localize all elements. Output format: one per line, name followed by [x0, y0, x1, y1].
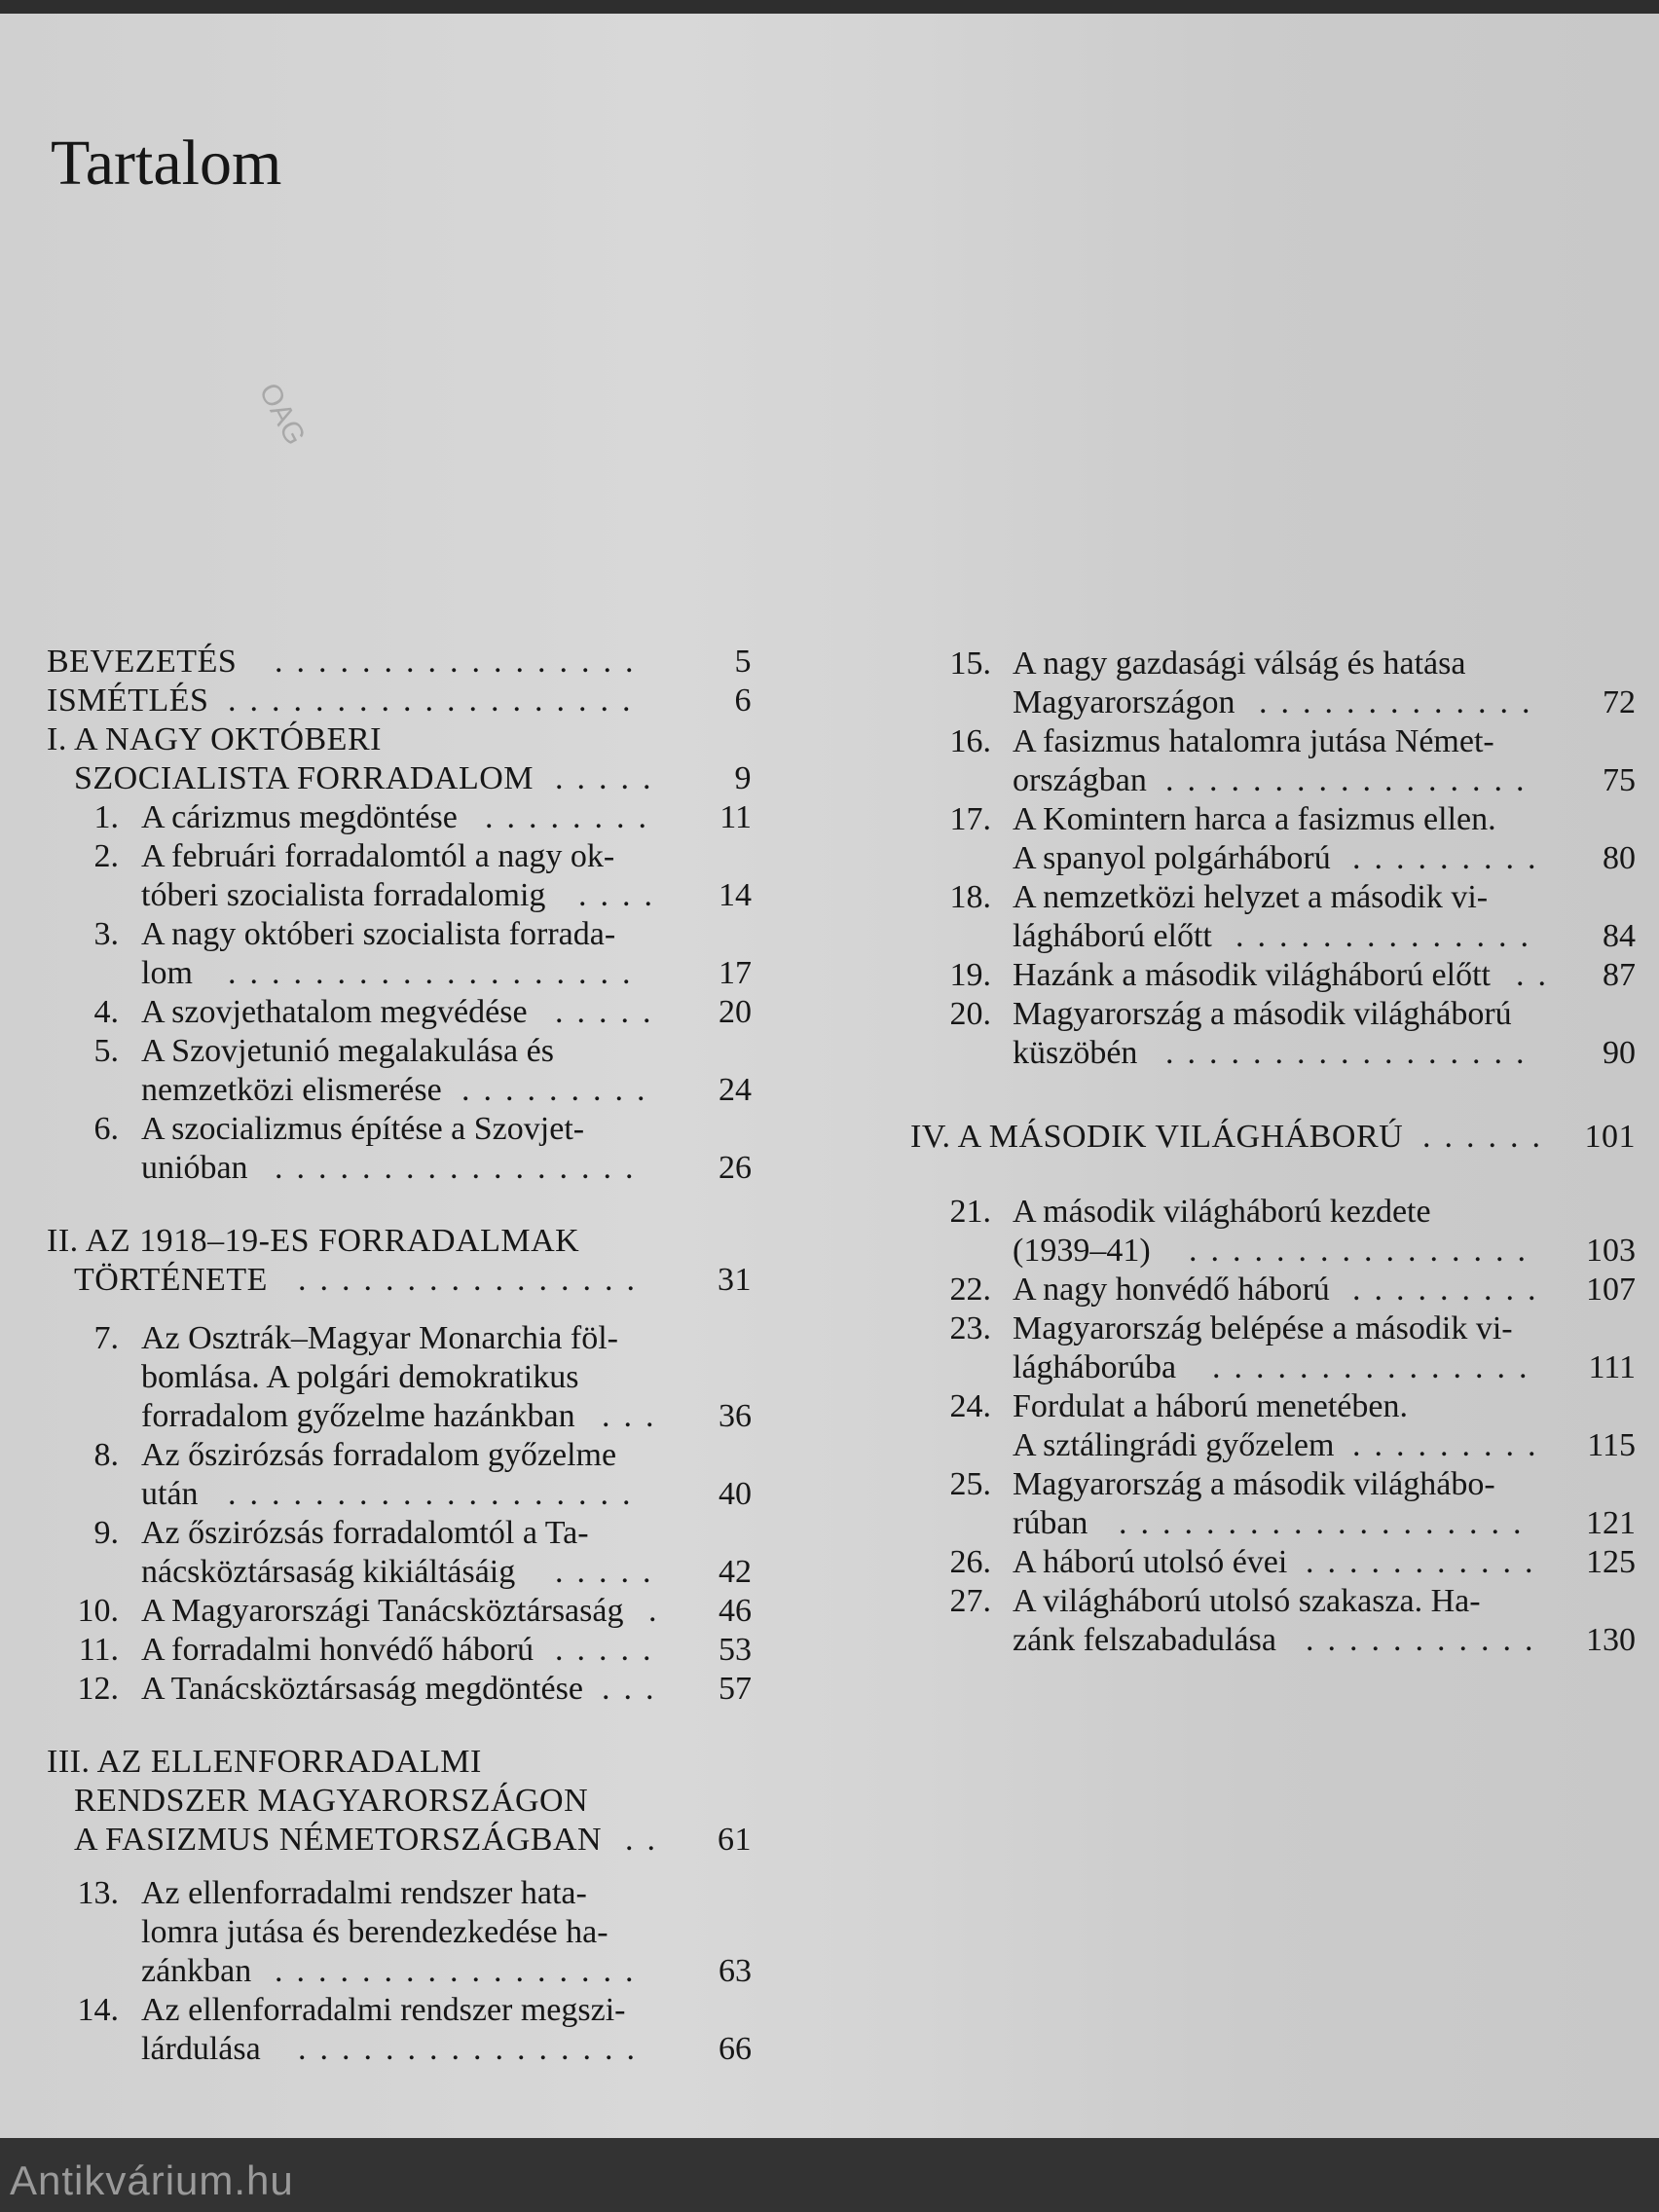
page-number: 31 — [718, 1262, 752, 1298]
dot-leader: ......... — [1352, 1272, 1550, 1308]
page-number: 17 — [719, 955, 752, 991]
scan-edge-top — [0, 0, 1659, 14]
page-number: 61 — [718, 1822, 752, 1858]
page-number: 72 — [1603, 684, 1636, 720]
page-number: 103 — [1586, 1233, 1636, 1269]
entry-number: 24. — [949, 1388, 991, 1424]
dot-leader: . — [648, 1593, 671, 1629]
entry-text-line: A szovjethatalom megvédése — [141, 994, 528, 1030]
entry-text-line: Magyarország a második világháború — [1013, 996, 1512, 1032]
page-number: 46 — [719, 1593, 752, 1629]
dot-leader: .............. — [1235, 918, 1542, 954]
entry-text-line: nemzetközi elismerése — [141, 1072, 442, 1108]
entry-text-line: Az ellenforradalmi rendszer megszi- — [141, 1992, 626, 2028]
dot-leader: ......... — [1352, 840, 1550, 876]
page-number: 63 — [719, 1953, 752, 1989]
entry-text-line: Az ellenforradalmi rendszer hata- — [141, 1875, 587, 1911]
entry-number: 8. — [93, 1437, 119, 1473]
dot-leader: ................ — [1189, 1233, 1539, 1269]
entry-text-line: A Komintern harca a fasizmus ellen. — [1013, 801, 1496, 837]
dot-leader: ........ — [485, 799, 660, 835]
entry-number: 13. — [77, 1875, 119, 1911]
entry-text-line: A Szovjetunió megalakulása és — [141, 1033, 554, 1069]
page-number: 66 — [719, 2031, 752, 2067]
dot-leader: ... — [602, 1398, 668, 1434]
dot-leader: ................... — [228, 955, 645, 991]
page-number: 130 — [1586, 1622, 1636, 1658]
entry-text-line: után — [141, 1476, 199, 1512]
entry-text-line: unióban — [141, 1150, 248, 1186]
entry-text-line: lom — [141, 955, 193, 991]
entry-text-line: Hazánk a második világháború előtt — [1013, 957, 1491, 993]
entry-number: 21. — [949, 1194, 991, 1230]
entry-text-line: zánkban — [141, 1953, 252, 1989]
dot-leader: .. — [1516, 957, 1560, 993]
library-stamp: OAG — [252, 378, 312, 451]
dot-leader: ................. — [275, 644, 647, 680]
entry-number: 26. — [949, 1544, 991, 1580]
entry-text-line: Fordulat a háború menetében. — [1013, 1388, 1408, 1424]
entry-text-line: A világháború utolsó szakasza. Ha- — [1013, 1583, 1481, 1619]
entry-number: 5. — [93, 1033, 119, 1069]
dot-leader: ..... — [555, 760, 665, 796]
entry-text-line: A cárizmus megdöntése — [141, 799, 458, 835]
entry-number: 6. — [93, 1111, 119, 1147]
page-number: 40 — [719, 1476, 752, 1512]
entry-text-line: lágháború előtt — [1013, 918, 1212, 954]
entry-text-line: Magyarország a második világhábo- — [1013, 1466, 1495, 1502]
page-number: 42 — [719, 1554, 752, 1590]
entry-number: 9. — [93, 1515, 119, 1551]
entry-text-line: A fasizmus hatalomra jutása Német- — [1013, 723, 1494, 759]
entry-text-line: rúban — [1013, 1505, 1088, 1541]
entry-text-line: A nemzetközi helyzet a második vi- — [1013, 879, 1489, 915]
entry-text-line: forradalom győzelme hazánkban — [141, 1398, 575, 1434]
page-number: 101 — [1584, 1119, 1636, 1155]
page-number: 107 — [1586, 1272, 1636, 1308]
entry-text-line: nácsköztársaság kikiáltásáig — [141, 1554, 516, 1590]
entry-number: 3. — [93, 916, 119, 952]
dot-leader: ................. — [275, 1953, 647, 1989]
page-number: 84 — [1603, 918, 1636, 954]
entry-number: 4. — [93, 994, 119, 1030]
page-number: 111 — [1588, 1349, 1636, 1385]
entry-number: 20. — [949, 996, 991, 1032]
entry-text-line: zánk felszabadulása — [1013, 1622, 1276, 1658]
dot-leader: ...... — [1422, 1119, 1554, 1155]
entry-text-line: Az Osztrák–Magyar Monarchia föl- — [141, 1320, 618, 1356]
entry-text-line: A nagy honvédő háború — [1013, 1272, 1330, 1308]
entry-text-line: RENDSZER MAGYARORSZÁGON — [74, 1783, 589, 1819]
entry-number: 17. — [949, 801, 991, 837]
entry-number: 27. — [949, 1583, 991, 1619]
page-number: 115 — [1587, 1427, 1636, 1463]
entry-number: 22. — [949, 1272, 991, 1308]
entry-number: 10. — [77, 1593, 119, 1629]
entry-text-line: A sztálingrádi győzelem — [1013, 1427, 1335, 1463]
dot-leader: ................ — [298, 1262, 648, 1298]
dot-leader: .. — [625, 1822, 669, 1858]
page-number: 53 — [719, 1632, 752, 1668]
page-number: 90 — [1603, 1035, 1636, 1071]
page-number: 24 — [719, 1072, 752, 1108]
entry-text-line: BEVEZETÉS — [47, 644, 238, 680]
entry-text-line: lágháborúba — [1013, 1349, 1177, 1385]
entry-text-line: A szocializmus építése a Szovjet- — [141, 1111, 585, 1147]
page-number: 36 — [719, 1398, 752, 1434]
page-number: 11 — [719, 799, 752, 835]
entry-number: 16. — [949, 723, 991, 759]
page-number: 14 — [719, 877, 752, 913]
entry-number: 1. — [93, 799, 119, 835]
dot-leader: ........... — [1306, 1622, 1547, 1658]
dot-leader: ................. — [275, 1150, 647, 1186]
entry-text-line: A háború utolsó évei — [1013, 1544, 1288, 1580]
dot-leader: ......... — [461, 1072, 659, 1108]
entry-text-line: lomra jutása és berendezkedése ha- — [141, 1914, 608, 1950]
entry-number: 19. — [949, 957, 991, 993]
entry-text-line: A nagy gazdasági válság és hatása — [1013, 645, 1466, 682]
entry-number: 7. — [93, 1320, 119, 1356]
entry-text-line: II. AZ 1918–19-ES FORRADALMAK — [47, 1223, 580, 1259]
page-number: 20 — [719, 994, 752, 1030]
dot-leader: ................... — [1119, 1505, 1535, 1541]
entry-text-line: IV. A MÁSODIK VILÁGHÁBORÚ — [910, 1119, 1404, 1155]
entry-text-line: lárdulása — [141, 2031, 261, 2067]
entry-number: 12. — [77, 1671, 119, 1707]
dot-leader: ......... — [1352, 1427, 1550, 1463]
dot-leader: ............... — [1212, 1349, 1541, 1385]
page-number: 26 — [719, 1150, 752, 1186]
dot-leader: ................... — [228, 1476, 645, 1512]
dot-leader: .... — [578, 877, 666, 913]
entry-text-line: bomlása. A polgári demokratikus — [141, 1359, 579, 1395]
entry-text-line: A második világháború kezdete — [1013, 1194, 1431, 1230]
page-number: 75 — [1603, 762, 1636, 798]
dot-leader: ........... — [1306, 1544, 1547, 1580]
entry-number: 2. — [93, 838, 119, 874]
entry-text-line: A FASIZMUS NÉMETORSZÁGBAN — [74, 1822, 603, 1858]
entry-text-line: Az őszirózsás forradalomtól a Ta- — [141, 1515, 589, 1551]
entry-text-line: ISMÉTLÉS — [47, 682, 209, 719]
entry-text-line: küszöbén — [1013, 1035, 1138, 1071]
entry-text-line: A forradalmi honvédő háború — [141, 1632, 535, 1668]
dot-leader: ..... — [555, 994, 665, 1030]
scan-edge-bottom — [0, 2138, 1659, 2212]
dot-leader: ..... — [555, 1632, 665, 1668]
entry-text-line: országban — [1013, 762, 1147, 798]
entry-number: 15. — [949, 645, 991, 682]
entry-number: 18. — [949, 879, 991, 915]
entry-text-line: TÖRTÉNETE — [74, 1262, 268, 1298]
dot-leader: ................... — [228, 682, 645, 719]
entry-number: 14. — [77, 1992, 119, 2028]
page-number: 80 — [1603, 840, 1636, 876]
entry-text-line: Az őszirózsás forradalom győzelme — [141, 1437, 617, 1473]
entry-text-line: (1939–41) — [1013, 1233, 1151, 1269]
page-number: 57 — [719, 1671, 752, 1707]
entry-text-line: A Magyarországi Tanácsköztársaság — [141, 1593, 624, 1629]
entry-text-line: A spanyol polgárháború — [1013, 840, 1331, 876]
page-number: 87 — [1603, 957, 1636, 993]
watermark: Antikvárium.hu — [10, 2157, 294, 2203]
entry-text-line: A Tanácsköztársaság megdöntése — [141, 1671, 583, 1707]
dot-leader: ............. — [1259, 684, 1544, 720]
entry-text-line: tóberi szocialista forradalomig — [141, 877, 546, 913]
page-number: 5 — [734, 644, 752, 680]
entry-number: 23. — [949, 1310, 991, 1346]
entry-text-line: A februári forradalomtól a nagy ok- — [141, 838, 615, 874]
page-title: Tartalom — [51, 128, 282, 199]
entry-text-line: A nagy októberi szocialista forrada- — [141, 916, 616, 952]
dot-leader: ..... — [555, 1554, 665, 1590]
entry-text-line: III. AZ ELLENFORRADALMI — [47, 1744, 482, 1780]
dot-leader: ................. — [1165, 1035, 1538, 1071]
dot-leader: ................ — [298, 2031, 648, 2067]
entry-text-line: Magyarországon — [1013, 684, 1235, 720]
entry-text-line: Magyarország belépése a második vi- — [1013, 1310, 1513, 1346]
entry-number: 25. — [949, 1466, 991, 1502]
page-number: 121 — [1586, 1505, 1636, 1541]
entry-text-line: SZOCIALISTA FORRADALOM — [74, 760, 535, 796]
entry-number: 11. — [78, 1632, 119, 1668]
page-number: 125 — [1586, 1544, 1636, 1580]
dot-leader: ................. — [1165, 762, 1538, 798]
page-number: 9 — [734, 760, 752, 796]
page-number: 6 — [734, 682, 752, 719]
entry-text-line: I. A NAGY OKTÓBERI — [47, 721, 382, 757]
dot-leader: ... — [602, 1671, 668, 1707]
